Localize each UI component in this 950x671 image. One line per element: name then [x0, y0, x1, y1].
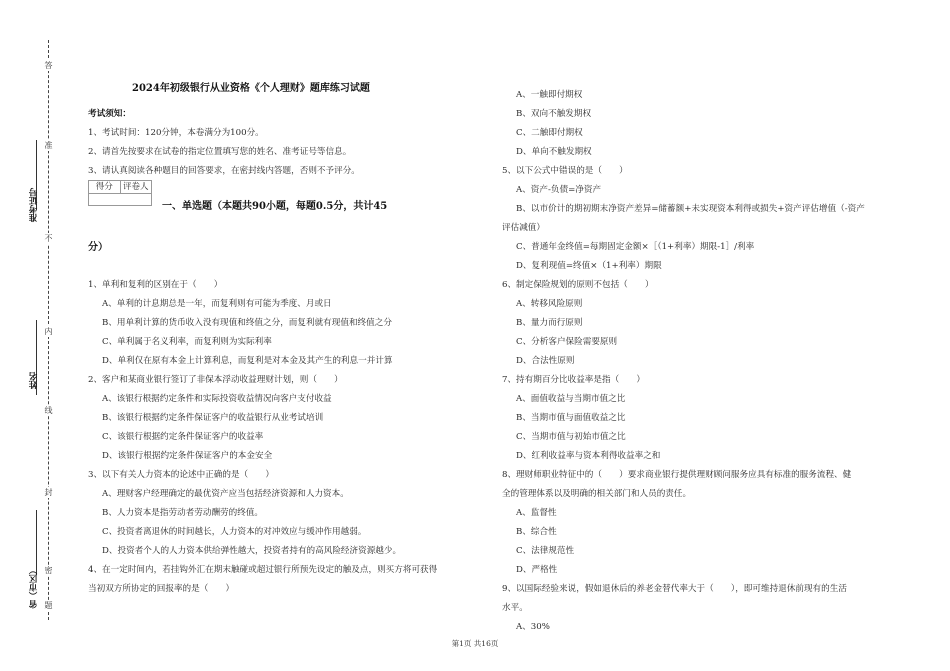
answer-option: A、一触即付期权	[516, 90, 583, 100]
answer-option: C、投资者离退休的时间越长，人力资本的对冲效应与缓冲作用越弱。	[102, 527, 367, 537]
seal-char: 内	[44, 327, 53, 336]
notice-item: 2、请首先按要求在试卷的指定位置填写您的姓名、准考证号等信息。	[88, 147, 352, 157]
answer-option: D、复利现值=终值×（1+利率）期限	[516, 261, 662, 271]
answer-option: A、理财客户经理确定的最优资产应当包括经济资源和人力资本。	[102, 489, 349, 499]
answer-option: A、30%	[516, 622, 550, 632]
answer-option: A、面值收益与当期市值之比	[516, 394, 626, 404]
notice-heading: 考试须知：	[88, 109, 131, 119]
exam-number-label: 准考证号	[29, 188, 39, 222]
seal-char: 题	[44, 601, 53, 610]
question-text: 1、单利和复利的区别在于（ ）	[88, 280, 223, 290]
answer-option: B、人力资本是指劳动者劳动酬劳的终值。	[102, 508, 264, 518]
seal-char: 答	[44, 61, 53, 70]
answer-option: B、当期市值与面值收益之比	[516, 413, 626, 423]
answer-option: B、双向不触发期权	[516, 109, 592, 119]
section-title: 一、单选题（本题共90小题，每题0.5分，共计45	[162, 201, 388, 212]
answer-option: D、合法性原则	[516, 356, 575, 366]
answer-option: B、该银行根据约定条件保证客户的收益银行从业考试培训	[102, 413, 324, 423]
section-title-cont: 分）	[88, 242, 108, 253]
answer-option: B、综合性	[516, 527, 557, 537]
answer-option: D、单利仅在原有本金上计算利息，而复利是对本金及其产生的利息一并计算	[102, 356, 393, 366]
answer-option: B、以市价计的期初期末净资产差异=储蓄额+未实现资本利得或损失+资产评估增值（-资产	[516, 204, 865, 214]
question-text: 9、以国际经验来说，假如退休后的养老金替代率大于（ ），即可维持退休前现有的生活	[502, 584, 847, 594]
question-text: 3、以下有关人力资本的论述中正确的是（ ）	[88, 470, 274, 480]
score-label: 得分	[89, 181, 121, 194]
answer-option: A、转移风险原则	[516, 299, 583, 309]
notice-item: 1、考试时间：120分钟，本卷满分为100分。	[88, 128, 264, 138]
question-text: 7、持有期百分比收益率是指（ ）	[502, 375, 645, 385]
seal-char: 密	[44, 566, 53, 575]
answer-option: B、用单利计算的货币收入没有现值和终值之分，而复利就有现值和终值之分	[102, 318, 392, 328]
answer-option: D、严格性	[516, 565, 558, 575]
question-text: 4、在一定时间内，若挂钩外汇在期末触碰或超过银行所预先设定的触及点，则买方将可获得	[88, 565, 438, 575]
grader-label: 评卷人	[121, 181, 152, 194]
province-label: 省（市区）	[29, 566, 39, 609]
notice-item: 3、请认真阅读各种题目的回答要求，在密封线内答题，否则不予评分。	[88, 166, 360, 176]
answer-option: C、当期市值与初始市值之比	[516, 432, 626, 442]
seal-char: 封	[44, 488, 53, 497]
answer-option: A、资产-负债=净资产	[516, 185, 602, 195]
answer-option: A、单利的计息期总是一年，而复利则有可能为季度、月或日	[102, 299, 332, 309]
question-text: 2、客户和某商业银行签订了非保本浮动收益理财计划，则（ ）	[88, 375, 343, 385]
seal-char: 准	[44, 141, 53, 150]
answer-option: A、监督性	[516, 508, 557, 518]
answer-option: C、分析客户保险需要原则	[516, 337, 618, 347]
question-text: 评估减值）	[502, 223, 545, 233]
page-title: 2024年初级银行从业资格《个人理财》题库练习试题	[132, 83, 370, 94]
answer-option: D、该银行根据约定条件保证客户的本金安全	[102, 451, 273, 461]
answer-option: C、法律规范性	[516, 546, 575, 556]
seal-char: 线	[44, 406, 53, 415]
name-label: 姓名	[29, 372, 39, 389]
question-text: 全的管理体系以及明确的相关部门和人员的责任。	[502, 489, 692, 499]
binding-margin	[0, 0, 70, 671]
answer-option: D、投资者个人的人力资本供给弹性越大，投资者持有的高风险经济资源越少。	[102, 546, 402, 556]
page-footer: 第1页 共16页	[451, 639, 499, 648]
score-box	[88, 180, 152, 206]
answer-option: D、单向不触发期权	[516, 147, 592, 157]
answer-option: C、普通年金终值=每期固定金额×［（1+利率）期限-1］/利率	[516, 242, 755, 252]
question-text: 水平。	[502, 603, 528, 613]
question-text: 当初双方所协定的回报率的是（ ）	[88, 584, 235, 594]
answer-option: C、该银行根据约定条件保证客户的收益率	[102, 432, 264, 442]
answer-option: D、红利收益率与资本利得收益率之和	[516, 451, 661, 461]
answer-option: A、该银行根据约定条件和实际投资收益情况向客户支付收益	[102, 394, 332, 404]
question-text: 8、理财师职业特征中的（ ）要求商业银行提供理财顾问服务应具有标准的服务流程、健	[502, 470, 852, 480]
question-text: 5、以下公式中错误的是（ ）	[502, 166, 628, 176]
answer-option: C、二触即付期权	[516, 128, 583, 138]
seal-char: 不	[44, 234, 53, 243]
question-text: 6、制定保险规划的原则不包括（ ）	[502, 280, 654, 290]
answer-option: C、单利属于名义利率，而复利则为实际利率	[102, 337, 272, 347]
answer-option: B、量力而行原则	[516, 318, 583, 328]
